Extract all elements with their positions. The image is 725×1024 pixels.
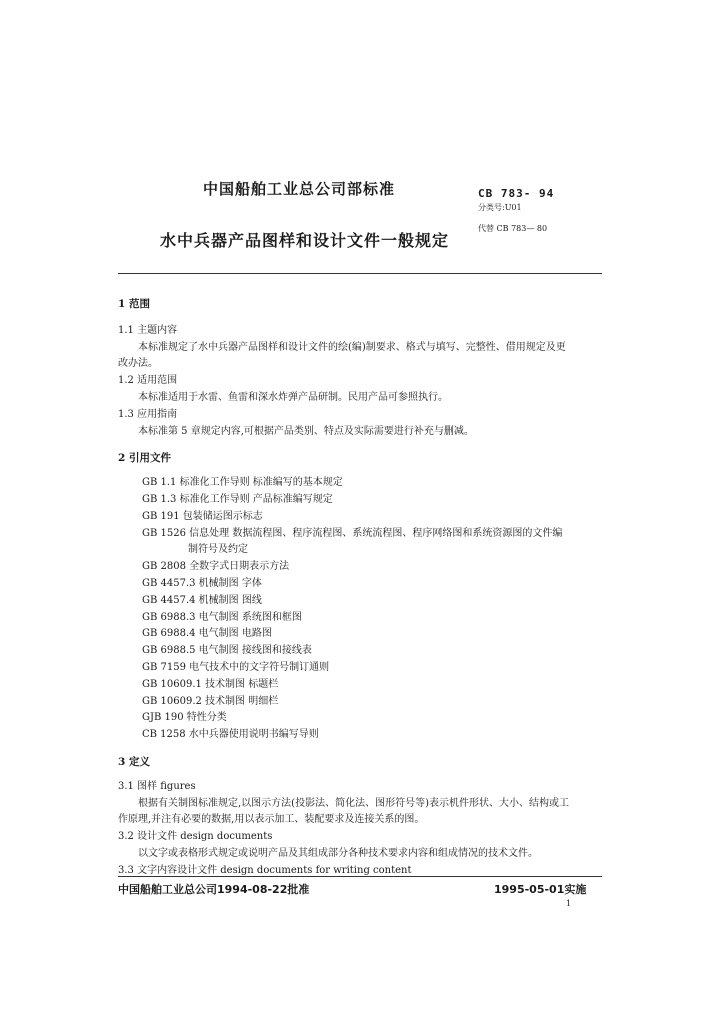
footer-divider	[118, 876, 602, 877]
reference-item: GB 6988.5 电气制图 接线图和接线表	[142, 645, 312, 657]
reference-item: GB 6988.4 电气制图 电路图	[142, 628, 272, 640]
reference-item-continuation: 制符号及约定	[188, 544, 248, 556]
reference-item: GB 191 包装储运图示标志	[142, 510, 263, 522]
header-divider	[118, 273, 602, 274]
classification-number: 分类号:U01	[478, 203, 522, 212]
section-3-3-heading: 3.3 文字内容设计文件 design documents for writing content	[118, 864, 412, 876]
section-3-2-heading: 3.2 设计文件 design documents	[118, 831, 273, 843]
reference-item: GJB 190 特性分类	[142, 712, 227, 724]
section-1-1-text-line1: 本标准规定了水中兵器产品图样和设计文件的绘(编)制要求、格式与填写、完整性、借用规定及更	[138, 341, 566, 353]
reference-item: GB 4457.4 机械制图 图线	[142, 594, 262, 606]
reference-item: GB 4457.3 机械制图 字体	[142, 577, 262, 589]
section-3-1-text-line1: 根据有关制图标准规定,以图示方法(投影法、简化法、图形符号等)表示机件形状、大小、结构或工	[138, 797, 569, 809]
section-3-heading: 3 定义	[118, 755, 150, 768]
reference-item: GB 1526 信息处理 数据流程图、程序流程图、系统流程图、程序网络图和系统资源图的文件编	[142, 527, 563, 539]
replaces-standard: 代替 CB 783— 80	[478, 224, 548, 233]
approval-date: 中国船舶工业总公司1994-08-22批准	[118, 883, 310, 896]
implementation-date: 1995-05-01实施	[494, 883, 587, 896]
section-1-2-text: 本标准适用于水雷、鱼雷和深水炸弹产品研制。民用产品可参照执行。	[138, 391, 448, 403]
page-number: 1	[566, 899, 572, 908]
reference-item: GB 1.1 标准化工作导则 标准编写的基本规定	[142, 477, 343, 489]
section-1-1-text-line2: 改办法。	[118, 358, 158, 370]
reference-item: GB 10609.2 技术制图 明细栏	[142, 695, 279, 707]
document-title: 水中兵器产品图样和设计文件一般规定	[160, 231, 450, 250]
reference-item: GB 6988.3 电气制图 系统图和框图	[142, 611, 302, 623]
section-1-2-heading: 1.2 适用范围	[118, 375, 178, 387]
section-1-3-text: 本标准第 5 章规定内容,可根据产品类别、特点及实际需要进行补充与删减。	[138, 425, 474, 437]
section-1-1-heading: 1.1 主题内容	[118, 324, 178, 336]
reference-item: GB 10609.1 技术制图 标题栏	[142, 678, 279, 690]
standard-organization: 中国船舶工业总公司部标准	[203, 180, 396, 198]
section-2-heading: 2 引用文件	[118, 452, 171, 465]
section-1-3-heading: 1.3 应用指南	[118, 408, 178, 420]
section-1-heading: 1 范围	[118, 298, 150, 310]
section-3-2-text: 以文字或表格形式规定或说明产品及其组成部分各种技术要求内容和组成情况的技术文件。	[138, 847, 538, 859]
section-3-1-text-line2: 作原理,并注有必要的数据,用以表示加工、装配要求及连接关系的图。	[118, 814, 425, 826]
document-body	[118, 296, 608, 880]
reference-item: CB 1258 水中兵器使用说明书编写导则	[142, 729, 319, 741]
reference-item: GB 7159 电气技术中的文字符号制订通则	[142, 661, 330, 673]
standard-code: CB 783- 94	[478, 187, 555, 200]
reference-item: GB 2808 全数字式日期表示方法	[142, 561, 290, 573]
reference-item: GB 1.3 标准化工作导则 产品标准编写规定	[142, 493, 333, 505]
section-3-1-heading: 3.1 图样 figures	[118, 780, 196, 792]
